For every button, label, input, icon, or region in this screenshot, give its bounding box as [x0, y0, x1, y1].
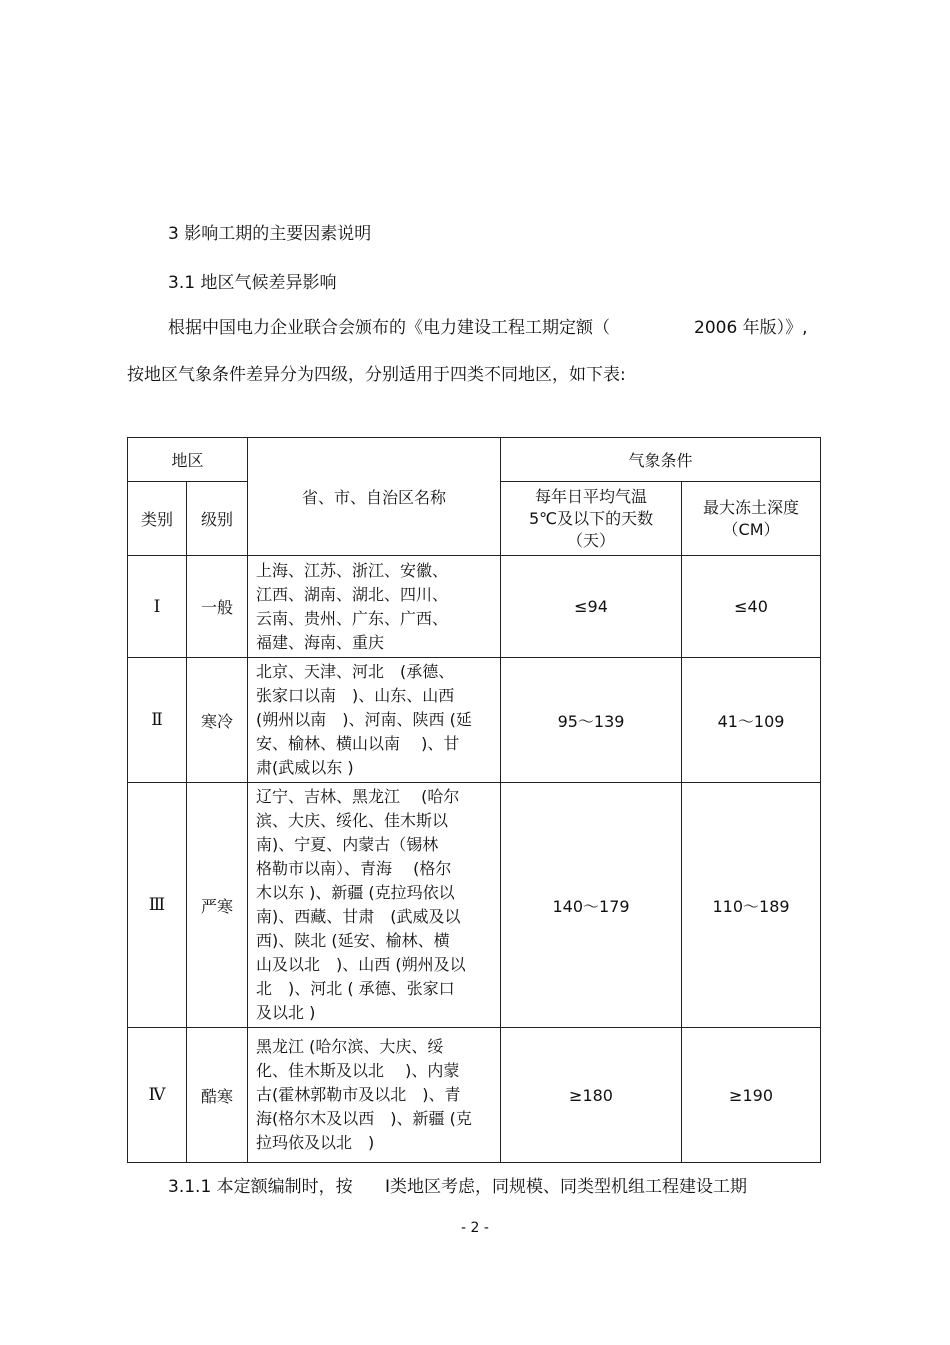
header-frost: 最大冻土深度 （CM） — [682, 482, 821, 556]
category-cell: Ⅳ — [128, 1028, 187, 1163]
section-heading: 3 影响工期的主要因素说明 — [168, 224, 372, 244]
level-cell: 寒冷 — [187, 658, 248, 783]
table-row — [128, 658, 821, 783]
climate-region-table — [127, 437, 821, 1163]
header-level: 级别 — [187, 482, 248, 556]
header-category: 类别 — [128, 482, 187, 556]
paragraph-line-1b: 2006 年版）》, — [694, 318, 808, 338]
header-climate: 气象条件 — [501, 438, 821, 482]
paragraph-line-2: 按地区气象条件差异分为四级，分别适用于四类不同地区，如下表: — [127, 365, 626, 385]
category-cell: Ⅱ — [128, 658, 187, 783]
paragraph-line-1a: 根据中国电力企业联合会颁布的《电力建设工程工期定额（ — [168, 318, 610, 338]
table-row — [128, 1028, 821, 1163]
level-cell: 严寒 — [187, 783, 248, 1028]
frost-cell: ≥190 — [682, 1028, 821, 1163]
header-days: 每年日平均气温 5℃及以下的天数 （天） — [501, 482, 682, 556]
level-cell: 一般 — [187, 556, 248, 658]
names-cell: 上海、江苏、浙江、安徽、 江西、湖南、湖北、四川、 云南、贵州、广东、广西、 福建、海南、重庆 — [248, 556, 501, 658]
page-number: - 2 - — [461, 1220, 489, 1236]
names-cell: 辽宁、吉林、黑龙江 (哈尔 滨、大庆、绥化、佳木斯以 南)、宁夏、内蒙古（锡林 格勒市以南）、青海 (格尔 木以东 )、新疆 (克拉玛依以 南)、西藏、甘肃 (武威及以 西)、陕北 (延安、榆林、横 山及以北 )、山西 (朔州及以 北 )、河北 ( 承德、张家口 及以北 ) — [248, 783, 501, 1028]
category-cell: Ⅰ — [128, 556, 187, 658]
days-cell: ≥180 — [501, 1028, 682, 1163]
names-cell: 黑龙江 (哈尔滨、大庆、绥 化、佳木斯及以北 )、内蒙 古(霍林郭勒市及以北 )、青 海(格尔木及以西 )、新疆 (克 拉玛依及以北 ) — [248, 1028, 501, 1163]
names-cell: 北京、天津、河北 (承德、 张家口以南 )、山东、山西 (朔州以南 )、河南、陕西 (延 安、榆林、横山以南 )、甘 肃(武威以东 ) — [248, 658, 501, 783]
days-cell: ≤94 — [501, 556, 682, 658]
table-row — [128, 783, 821, 1028]
level-cell: 酷寒 — [187, 1028, 248, 1163]
footer-text-b: Ⅰ类地区考虑，同规模、同类型机组工程建设工期 — [385, 1177, 748, 1197]
frost-cell: ≤40 — [682, 556, 821, 658]
subsection-heading: 3.1 地区气候差异影响 — [168, 273, 337, 293]
frost-cell: 41～109 — [682, 658, 821, 783]
header-names: 省、市、自治区名称 — [248, 438, 501, 556]
frost-cell: 110～189 — [682, 783, 821, 1028]
table-row — [128, 556, 821, 658]
days-cell: 95～139 — [501, 658, 682, 783]
days-cell: 140～179 — [501, 783, 682, 1028]
footer-text-a: 3.1.1 本定额编制时，按 — [168, 1177, 353, 1197]
header-region: 地区 — [128, 438, 248, 482]
category-cell: Ⅲ — [128, 783, 187, 1028]
